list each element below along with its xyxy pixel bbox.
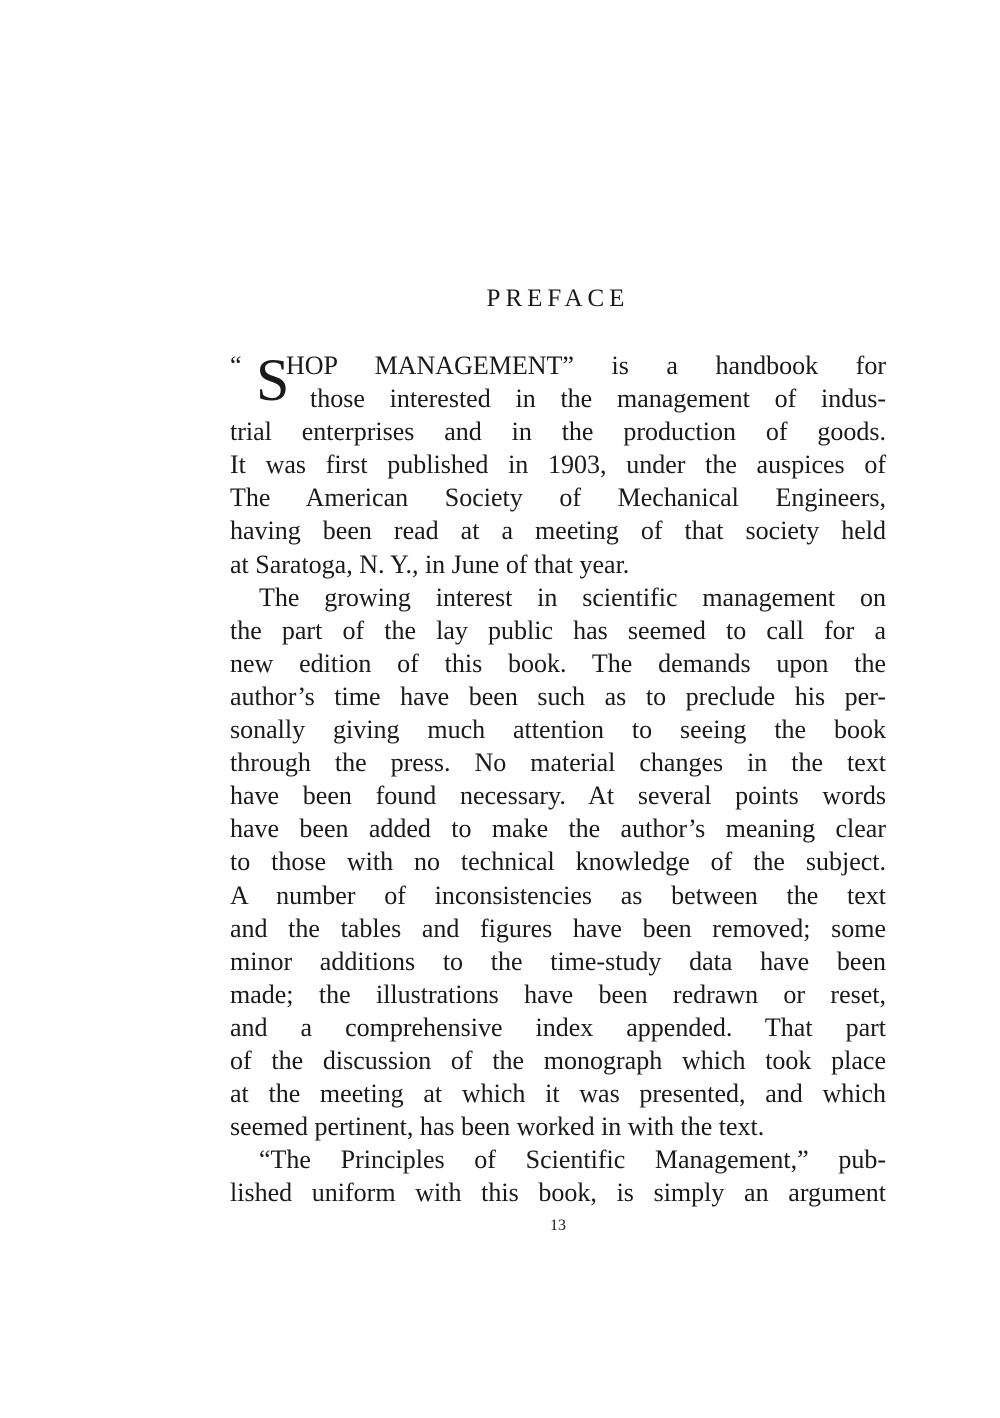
text-line: made; the illustrations have been redrawn or reset, — [230, 979, 886, 1009]
drop-cap: S — [256, 347, 290, 413]
page-number: 13 — [550, 1217, 566, 1234]
text-line: those interested in the management of indus- — [310, 384, 886, 414]
first-line-text: HOP MANAGEMENT” is a handbook for — [286, 351, 886, 380]
text-line: of the discussion of the monograph which took place — [230, 1045, 886, 1075]
text-line: minor additions to the time-study data have been — [230, 946, 886, 976]
text-line: at Saratoga, N. Y., in June of that year. — [230, 549, 630, 579]
text-line: lished uniform with this book, is simply an argument — [230, 1178, 886, 1208]
text-line: having been read at a meeting of that society held — [230, 516, 886, 546]
text-line: through the press. No material changes in the text — [230, 748, 886, 778]
text-line: to those with no technical knowledge of the subject. — [230, 847, 886, 877]
text-line: new edition of this book. The demands upon the — [230, 648, 886, 678]
text-line: and a comprehensive index appended. That part — [230, 1012, 886, 1042]
text-line: The American Society of Mechanical Engineers, — [230, 483, 886, 513]
text-line: author’s time have been such as to preclude his per- — [230, 681, 886, 711]
text-line: trial enterprises and in the production of goods. — [230, 417, 886, 447]
text-line: the part of the lay public has seemed to call for a — [230, 615, 886, 645]
text-line: and the tables and figures have been removed; some — [230, 913, 886, 943]
text-line: sonally giving much attention to seeing the book — [230, 715, 886, 745]
text-line: seemed pertinent, has been worked in with the text. — [230, 1112, 765, 1142]
paragraph-3 — [230, 1143, 886, 1209]
text-line: at the meeting at which it was presented, and which — [230, 1079, 886, 1109]
preface-text — [230, 349, 886, 1209]
paragraph-1 — [230, 349, 886, 581]
text-line: It was first published in 1903, under the auspices of — [230, 450, 886, 480]
text-line: “The Principles of Scientific Management,” pub- — [259, 1145, 886, 1175]
paragraph-2 — [230, 581, 886, 1144]
page-heading: PREFACE — [486, 285, 630, 312]
text-line: have been added to make the author’s meaning clear — [230, 814, 886, 844]
text-line: The growing interest in scientific management on — [259, 582, 886, 612]
text-line: have been found necessary. At several points words — [230, 781, 886, 811]
open-quote: “ — [230, 351, 242, 380]
text-line: A number of inconsistencies as between the text — [230, 880, 886, 910]
